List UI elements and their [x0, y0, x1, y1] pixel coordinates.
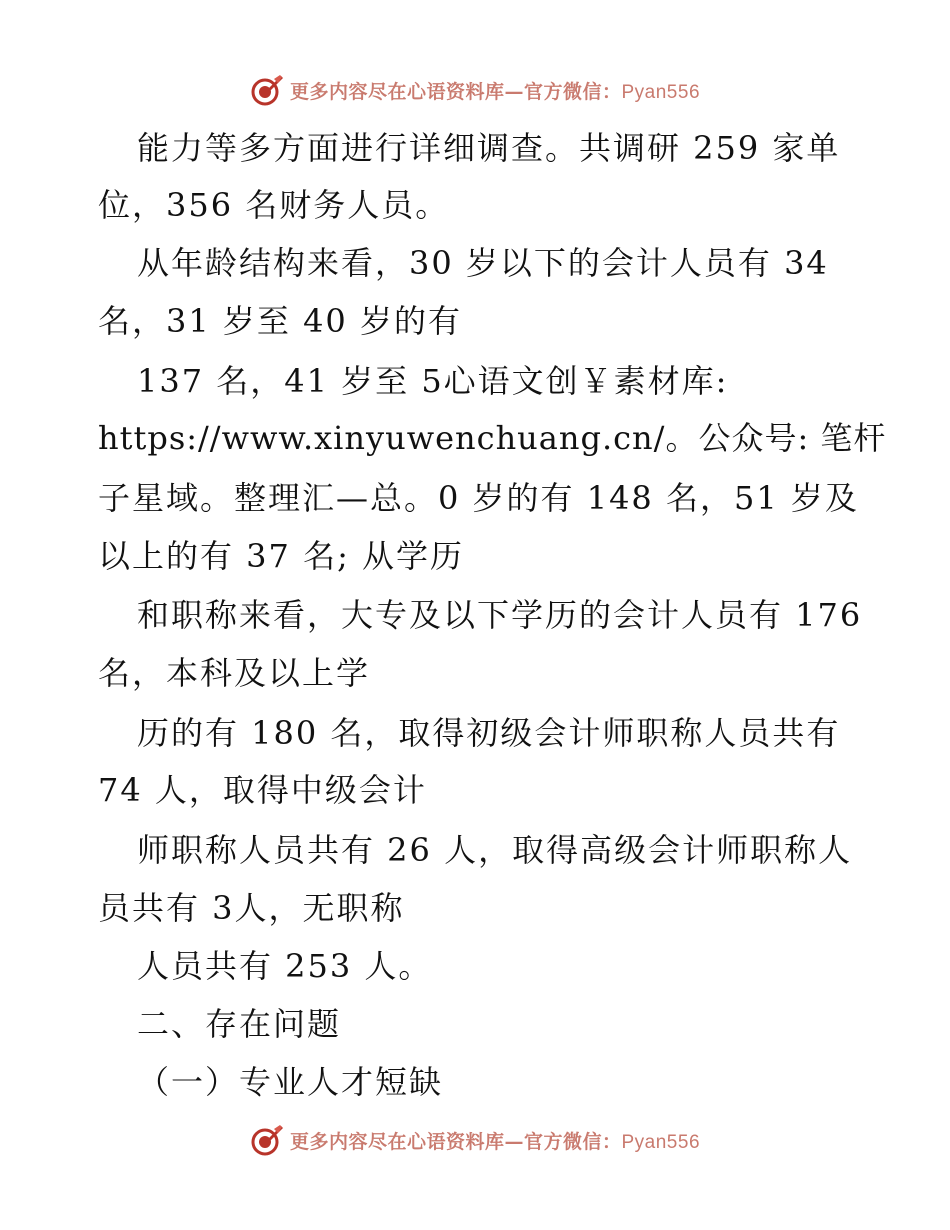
body-line: 以上的有 37 名; 从学历 [98, 537, 465, 575]
body-line: https://www.xinyuwenchuang.cn/。公众号: 笔杆 [98, 419, 887, 457]
header-banner-handle: Pyan556 [621, 81, 701, 103]
body-line: 员共有 3人，无职称 [98, 889, 405, 927]
body-line: 74 人，取得中级会计 [98, 771, 427, 809]
feather-pen-logo-icon [250, 1123, 284, 1157]
feather-pen-logo-icon [250, 73, 284, 107]
body-line: 和职称来看，大专及以下学历的会计人员有 176 [137, 596, 863, 634]
body-line: 能力等多方面进行详细调查。共调研 259 家单 [137, 129, 841, 167]
footer-banner [0, 1120, 950, 1160]
body-line: 师职称人员共有 26 人，取得高级会计师职称人 [137, 831, 853, 869]
header-banner-label: 更多内容尽在心语资料库—官方微信： [289, 80, 622, 103]
footer-banner-handle: Pyan556 [621, 1131, 701, 1153]
header-banner-text [290, 77, 700, 104]
body-line: 历的有 180 名，取得初级会计师职称人员共有 [137, 714, 841, 752]
subsection-heading: （一）专业人才短缺 [137, 1063, 444, 1101]
footer-banner-text [290, 1127, 700, 1154]
body-line: 137 名，41 岁至 5心语文创￥素材库: [137, 362, 729, 400]
body-line: 名，31 岁至 40 岁的有 [98, 302, 462, 340]
body-line: 人员共有 253 人。 [137, 947, 433, 985]
section-heading: 二、存在问题 [137, 1005, 342, 1043]
body-line: 从年龄结构来看，30 岁以下的会计人员有 34 [137, 244, 829, 282]
footer-banner-label: 更多内容尽在心语资料库—官方微信： [289, 1130, 622, 1153]
body-line: 子星域。整理汇—总。0 岁的有 148 名，51 岁及 [98, 479, 859, 517]
body-line: 位，356 名财务人员。 [98, 186, 450, 224]
header-banner [0, 70, 950, 110]
body-line: 名，本科及以上学 [98, 654, 371, 692]
